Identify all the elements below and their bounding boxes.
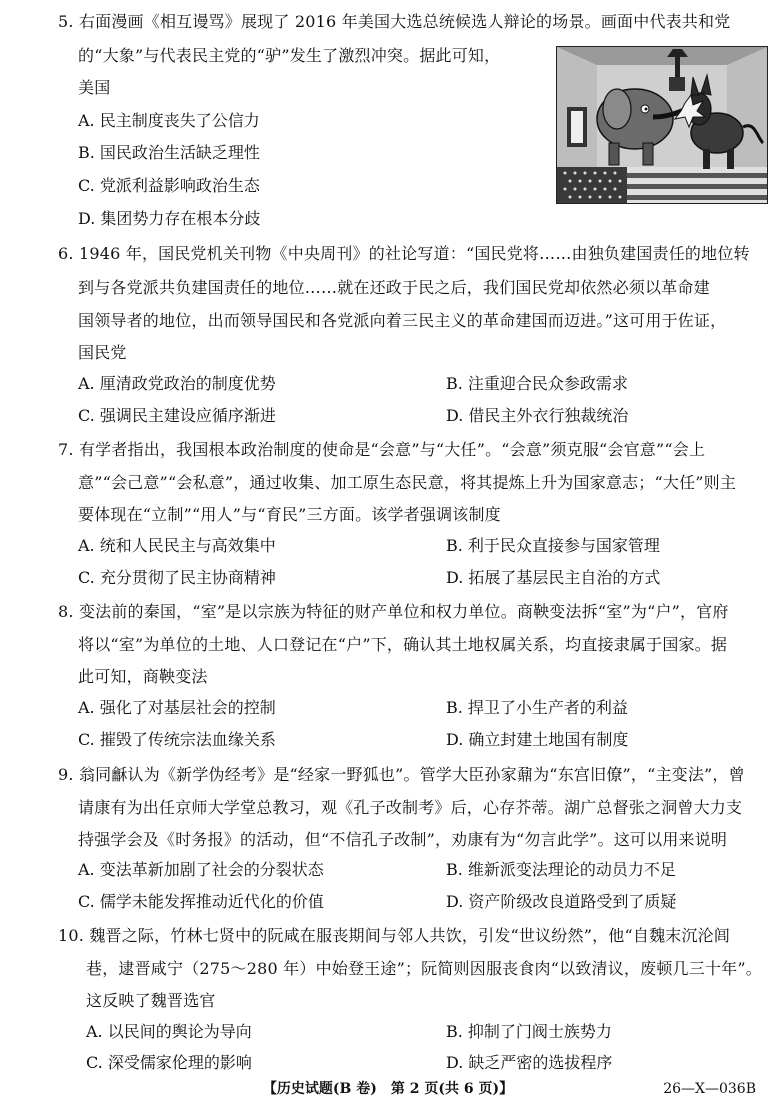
q9-option-b: B. 维新派变法理论的动员力不足 <box>446 860 676 879</box>
q10-option-d: D. 缺乏严密的选拔程序 <box>446 1053 613 1072</box>
q5-option-a: A. 民主制度丧失了公信力 <box>78 111 260 130</box>
q7-option-d: D. 拓展了基层民主自治的方式 <box>446 568 661 587</box>
q10-option-b: B. 抑制了门阀士族势力 <box>446 1022 612 1041</box>
q5-option-c: C. 党派利益影响政治生态 <box>78 176 260 195</box>
q10-line-2: 巷，逮晋咸宁（275～280 年）中始登王途”；阮简则因服丧食肉“以致清议，废顿几三十年”。 <box>86 959 762 978</box>
q8-option-b: B. 捍卫了小生产者的利益 <box>446 698 628 717</box>
q9-option-a: A. 变法革新加剧了社会的分裂状态 <box>78 860 324 879</box>
q5-option-d: D. 集团势力存在根本分歧 <box>78 209 261 228</box>
q9-line-3: 持强学会及《时务报》的活动，但“不信孔子改制”，劝康有为“勿言此学”。这可以用来说明 <box>78 830 728 849</box>
q8-line-1: 8. 变法前的秦国，“室”是以宗族为特征的财产单位和权力单位。商鞅变法拆“室”为“户”，官府 <box>58 602 729 621</box>
q9-line-2: 请康有为出任京师大学堂总教习，观《孔子改制考》后，心存芥蒂。湖广总督张之洞曾大力支 <box>78 798 743 817</box>
q8-option-a: A. 强化了对基层社会的控制 <box>78 698 276 717</box>
q8-option-c: C. 摧毁了传统宗法血缘关系 <box>78 730 276 749</box>
q5-line-3: 美国 <box>78 78 111 97</box>
page-footer-code: 26—X—036B <box>663 1081 756 1097</box>
q6-option-c: C. 强调民主建设应循序渐进 <box>78 406 276 425</box>
q9-line-1: 9. 翁同龢认为《新学伪经考》是“经家一野狐也”。管学大臣孙家鼐为“东宫旧僚”，“主变法”，曾 <box>58 765 745 784</box>
q10-option-a: A. 以民间的舆论为导向 <box>86 1022 252 1041</box>
q6-line-2: 到与各党派共负建国责任的地位……就在还政于民之后，我们国民党却依然必须以革命建 <box>78 278 710 297</box>
q7-option-b: B. 利于民众直接参与国家管理 <box>446 536 660 555</box>
q7-line-1: 7. 有学者指出，我国根本政治制度的使命是“会意”与“大任”。“会意”须克服“会官意”“会上 <box>58 440 706 459</box>
q5-line-2: 的“大象”与代表民主党的“驴”发生了激烈冲突。据此可知， <box>78 46 501 65</box>
flag-icon <box>557 167 767 203</box>
q10-option-c: C. 深受儒家伦理的影响 <box>86 1053 252 1072</box>
q7-line-3: 要体现在“立制”“用人”与“育民”三方面。该学者强调该制度 <box>78 505 501 524</box>
q8-line-2: 将以“室”为单位的土地、人口登记在“户”下，确认其土地权属关系，均直接隶属于国家。据 <box>78 635 728 654</box>
q10-line-1: 10. 魏晋之际，竹林七贤中的阮咸在服丧期间与邻人共饮，引发“世议纷然”，他“自魏末沉沦闾 <box>58 926 731 945</box>
q5-option-b: B. 国民政治生活缺乏理性 <box>78 143 260 162</box>
q8-line-3: 此可知，商鞅变法 <box>78 667 208 686</box>
q9-option-d: D. 资产阶级改良道路受到了质疑 <box>446 892 677 911</box>
q6-option-b: B. 注重迎合民众参政需求 <box>446 374 628 393</box>
q7-option-c: C. 充分贯彻了民主协商精神 <box>78 568 276 587</box>
q6-line-1: 6. 1946 年，国民党机关刊物《中央周刊》的社论写道：“国民党将……由独负建国责任的地位转 <box>58 244 750 263</box>
q6-option-a: A. 厘清政党政治的制度优势 <box>78 374 276 393</box>
q6-line-4: 国民党 <box>78 343 127 362</box>
q6-option-d: D. 借民主外衣行独裁统治 <box>446 406 629 425</box>
cartoon-image <box>556 46 768 204</box>
q7-line-2: 意”“会己意”“会私意”，通过收集、加工原生态民意，将其提炼上升为国家意志；“大任”则主 <box>78 473 737 492</box>
q9-option-c: C. 儒学未能发挥推动近代化的价值 <box>78 892 324 911</box>
page-footer-title: 【历史试题(B 卷) 第 2 页(共 6 页)】 <box>262 1081 514 1097</box>
q5-line-1: 5. 右面漫画《相互谩骂》展现了 2016 年美国大选总统候选人辩论的场景。画面中代表共和党 <box>58 12 731 31</box>
q6-line-3: 国领导者的地位，出而领导国民和各党派向着三民主义的革命建国而迈进。”这可用于佐证， <box>78 311 727 330</box>
q8-option-d: D. 确立封建土地国有制度 <box>446 730 629 749</box>
q10-line-3: 这反映了魏晋选官 <box>86 991 216 1010</box>
q7-option-a: A. 统和人民民主与高效集中 <box>78 536 276 555</box>
